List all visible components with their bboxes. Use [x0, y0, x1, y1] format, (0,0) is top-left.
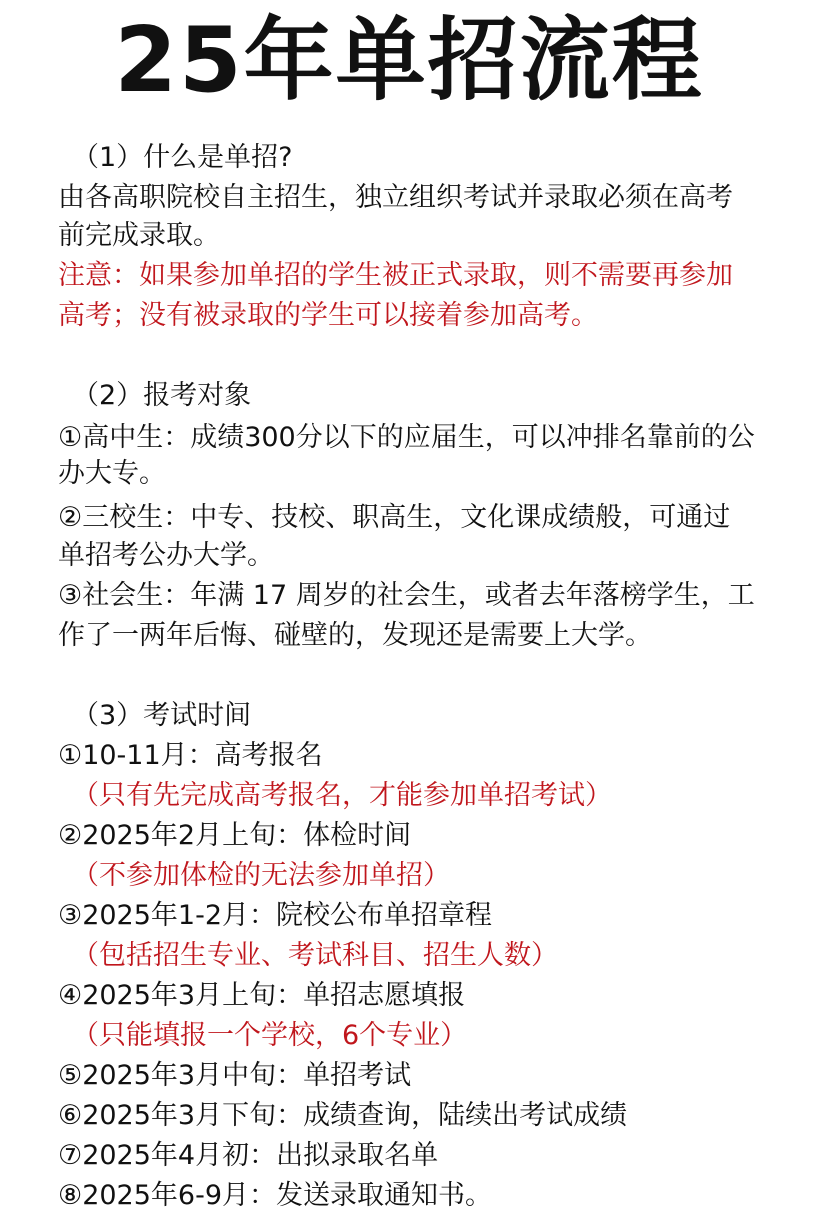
schedule-step: ⑦2025年4月初：出拟录取名单 — [58, 1140, 439, 1171]
schedule-step: ④2025年3月上旬：单招志愿填报 — [58, 980, 466, 1011]
schedule-step: ①10-11月：高考报名 — [58, 740, 323, 771]
applicant-item-cont: 单招考公办大学。 — [58, 540, 274, 571]
applicant-item-cont: 办大专。 — [58, 458, 166, 489]
schedule-step: ⑤2025年3月中旬：单招考试 — [58, 1060, 412, 1091]
body-line: 由各高职院校自主招生，独立组织考试并录取必须在高考 — [58, 182, 733, 213]
schedule-note: （包括招生专业、考试科目、招生人数） — [72, 940, 558, 971]
schedule-note: （不参加体检的无法参加单招） — [72, 860, 450, 891]
schedule-step: ⑧2025年6-9月：发送录取通知书。 — [58, 1180, 493, 1211]
schedule-note: （只有先完成高考报名，才能参加单招考试） — [72, 780, 612, 811]
schedule-note: （只能填报一个学校，6个专业） — [72, 1020, 468, 1051]
applicant-item: ③社会生：年满 17 周岁的社会生，或者去年落榜学生，工 — [58, 580, 755, 611]
body-line: 前完成录取。 — [58, 220, 220, 251]
applicant-item-cont: 作了一两年后悔、碰壁的，发现还是需要上大学。 — [58, 620, 652, 651]
section-heading-what-is: （1）什么是单招? — [72, 142, 293, 173]
section-heading-schedule: （3）考试时间 — [72, 700, 252, 731]
applicant-item: ②三校生：中专、技校、职高生，文化课成绩般，可通过 — [58, 502, 731, 533]
schedule-step: ③2025年1-2月：院校公布单招章程 — [58, 900, 493, 931]
schedule-step: ②2025年2月上旬：体检时间 — [58, 820, 412, 851]
section-heading-applicants: （2）报考对象 — [72, 380, 252, 411]
page-title: 25年单招流程 — [114, 8, 704, 113]
note-line: 注意：如果参加单招的学生被正式录取，则不需要再参加 — [58, 260, 733, 291]
note-line: 高考；没有被录取的学生可以接着参加高考。 — [58, 300, 598, 331]
applicant-item: ①高中生：成绩300分以下的应届生，可以冲排名靠前的公 — [58, 422, 755, 453]
schedule-step: ⑥2025年3月下旬：成绩查询，陆续出考试成绩 — [58, 1100, 628, 1131]
